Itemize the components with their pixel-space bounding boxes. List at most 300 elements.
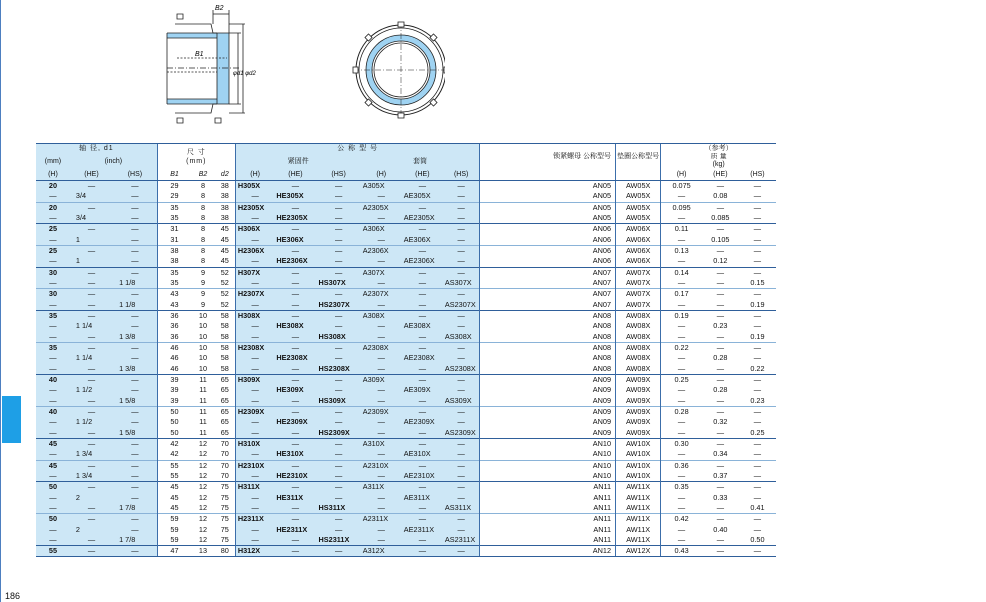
cell-dim-b2: 8 xyxy=(200,256,206,266)
cell-fastener-he: — xyxy=(274,482,316,493)
cell-fastener-hs: HS2311X xyxy=(317,535,361,546)
cell-dim-b2: 10 xyxy=(198,363,208,373)
cell-dim-b2: 9 xyxy=(191,267,215,278)
cell-lock-nut: AN11 xyxy=(480,514,616,525)
cell-shaft-hs-inch: — xyxy=(113,525,157,535)
cell-sleeve-hs: AS2309X xyxy=(443,428,480,439)
cell-mass-hs: 0.41 xyxy=(750,503,765,512)
cell-mass-hs: — xyxy=(739,374,776,385)
cell-sleeve-he: — xyxy=(402,514,443,525)
cell-dim-b1: 39 xyxy=(157,385,191,395)
cell-dim-d2: 45 xyxy=(215,245,236,256)
cell-shaft-mm: — xyxy=(36,300,70,311)
cell-fastener-he: HE305X xyxy=(274,191,316,202)
cell-shaft-hs-inch: 1 3/8 xyxy=(113,332,157,343)
cell-dim-b2: 12 xyxy=(191,460,215,471)
cell-sleeve-he: — xyxy=(402,300,443,311)
cell-mass-he: — xyxy=(716,503,725,512)
sleeve-header: 套筒 xyxy=(361,153,480,169)
cell-dim-b1: 55 xyxy=(157,460,191,471)
table-row xyxy=(36,267,776,278)
cell-lock-nut: AN11 xyxy=(480,503,616,514)
cell-mass-hs: — xyxy=(739,289,776,300)
cell-dim-b1: 29 xyxy=(157,181,191,192)
cell-lock-nut: AN08 xyxy=(480,332,616,343)
cell-shaft-mm: — xyxy=(36,364,70,375)
cell-lock-nut: AN11 xyxy=(480,493,616,503)
cell-shaft-hs-inch: — xyxy=(113,256,157,267)
table-row xyxy=(36,181,776,192)
sleeve-section-drawing xyxy=(167,10,245,123)
cell-mass-hs: — xyxy=(739,202,776,213)
cell-mass-he: — xyxy=(702,460,739,471)
table-row xyxy=(36,245,776,256)
cell-sleeve-hs: AS309X xyxy=(443,396,480,407)
col-h: (H) xyxy=(36,169,70,181)
cell-shaft-hs-inch: 1 7/8 xyxy=(113,503,157,514)
cell-dim-d2: 38 xyxy=(215,181,236,192)
cell-shaft-mm: — xyxy=(36,213,70,224)
cell-sleeve-he: AE311X xyxy=(402,493,443,503)
cell-dim-b2: 11 xyxy=(199,395,207,405)
cell-dim-d2: 58 xyxy=(220,363,229,373)
cell-dim-b2: 11 xyxy=(199,385,207,395)
cell-washer: AW11X xyxy=(616,493,661,503)
cell-sleeve-hs: — xyxy=(443,525,480,535)
cell-sleeve-he: — xyxy=(402,342,443,353)
cell-fastener-h: H310X xyxy=(235,438,274,449)
cell-fastener-he: — xyxy=(274,181,316,192)
cell-mass-he: 0.08 xyxy=(713,191,728,201)
cell-dim-d2: 52 xyxy=(215,267,236,278)
cell-shaft-he-inch: — xyxy=(70,342,113,353)
cell-sleeve-hs: AS2308X xyxy=(443,364,480,375)
cell-shaft-he-inch: 1 xyxy=(70,256,113,267)
cell-sleeve-h: — xyxy=(361,353,402,363)
cell-sleeve-hs: — xyxy=(443,438,480,449)
cell-sleeve-h: — xyxy=(361,235,402,246)
cell-fastener-hs: — xyxy=(317,321,361,331)
cell-shaft-hs-inch: — xyxy=(113,471,157,482)
cell-shaft-mm: — xyxy=(36,535,70,546)
cell-sleeve-h: — xyxy=(361,503,402,514)
cell-shaft-hs-inch: — xyxy=(113,342,157,353)
col-nut xyxy=(480,169,616,181)
table-row xyxy=(36,202,776,213)
cell-sleeve-he: — xyxy=(402,278,443,289)
cell-shaft-he-inch: — xyxy=(70,300,113,311)
reference-header: （参考） xyxy=(661,144,776,154)
cell-shaft-he-inch: 1 1/2 xyxy=(70,385,113,395)
cell-fastener-h: — xyxy=(235,493,274,503)
cell-mass-he: — xyxy=(716,395,725,405)
cell-dim-b1: 43 xyxy=(157,300,191,311)
cell-lock-nut: AN07 xyxy=(480,289,616,300)
cell-fastener-he: HE2310X xyxy=(274,471,316,482)
cell-mass-hs: — xyxy=(753,213,762,223)
cell-mass-hs: — xyxy=(739,342,776,353)
cell-mass-hs: 0.22 xyxy=(750,363,765,373)
cell-sleeve-hs: AS308X xyxy=(443,332,480,343)
cell-dim-b1: 36 xyxy=(157,332,191,343)
cell-washer: AW08X xyxy=(616,321,661,331)
cell-shaft-hs-inch: — xyxy=(113,353,157,363)
unit-mm-header: (mm) xyxy=(36,153,70,169)
cell-shaft-mm: 35 xyxy=(36,310,70,321)
cell-dim-d2: 52 xyxy=(215,289,236,300)
shaft-diameter-group-header: 轴 径, d1 xyxy=(36,144,157,154)
dimensions-title: 尺 寸 xyxy=(186,148,206,156)
cell-sleeve-he: — xyxy=(402,428,443,439)
cell-fastener-h: H2308X xyxy=(235,342,274,353)
cell-shaft-hs-inch: 1 5/8 xyxy=(113,428,157,439)
cell-shaft-he-inch: 3/4 xyxy=(70,191,113,202)
col-sleeve-h: (H) xyxy=(361,169,402,181)
cell-lock-nut: AN06 xyxy=(480,235,616,246)
cell-shaft-hs-inch: — xyxy=(113,546,157,557)
cell-fastener-hs: — xyxy=(317,438,361,449)
col-b1: B1 xyxy=(157,169,191,181)
cell-mass-he: 0.40 xyxy=(713,524,728,534)
cell-shaft-mm: 50 xyxy=(36,514,70,525)
cell-shaft-mm: 30 xyxy=(36,289,70,300)
cell-fastener-h: H2310X xyxy=(235,460,274,471)
cell-dim-b1: 50 xyxy=(157,406,191,417)
cell-sleeve-hs: AS311X xyxy=(443,503,480,514)
cell-sleeve-hs: — xyxy=(443,514,480,525)
cell-dim-b1: 47 xyxy=(157,546,191,557)
cell-dim-b2: 8 xyxy=(200,191,206,201)
cell-sleeve-he: AE2311X xyxy=(402,525,443,535)
table-row xyxy=(36,546,776,557)
cell-sleeve-he: — xyxy=(402,396,443,407)
cell-mass-he: 0.37 xyxy=(713,471,728,481)
cell-dim-b2: 11 xyxy=(199,427,207,437)
cell-fastener-h: — xyxy=(235,385,274,395)
cell-dim-b2: 12 xyxy=(198,471,208,481)
table-row xyxy=(36,406,776,417)
cell-sleeve-he: AE2309X xyxy=(402,417,443,427)
cell-dim-b2: 11 xyxy=(191,406,215,417)
cell-sleeve-h: — xyxy=(361,364,402,375)
cell-dim-d2: 65 xyxy=(220,417,229,427)
cell-shaft-hs-inch: 1 1/8 xyxy=(113,278,157,289)
cell-fastener-h: — xyxy=(235,503,274,514)
cell-fastener-h: H305X xyxy=(235,181,274,192)
cell-fastener-hs: — xyxy=(317,406,361,417)
cell-mass-h: 0.36 xyxy=(661,460,702,471)
cell-shaft-hs-inch: — xyxy=(113,310,157,321)
cell-mass-he: — xyxy=(702,289,739,300)
cell-fastener-hs: HS309X xyxy=(317,396,361,407)
cell-fastener-he: HE2311X xyxy=(274,525,316,535)
cell-mass-he: — xyxy=(702,438,739,449)
cell-shaft-he-inch: — xyxy=(70,546,113,557)
cell-washer: AW08X xyxy=(616,364,661,375)
cell-fastener-h: H306X xyxy=(235,224,274,235)
cell-dim-b1: 38 xyxy=(157,245,191,256)
cell-dim-b2: 10 xyxy=(198,353,208,363)
cell-fastener-hs: — xyxy=(317,493,361,503)
cell-sleeve-hs: — xyxy=(443,353,480,363)
cell-dim-b2: 13 xyxy=(191,546,215,557)
cell-fastener-hs: — xyxy=(317,546,361,557)
mass-unit: (kg) xyxy=(712,161,725,168)
cell-lock-nut: AN09 xyxy=(480,374,616,385)
cell-mass-he: 0.23 xyxy=(713,321,728,331)
cell-mass-he: — xyxy=(716,363,725,373)
cell-sleeve-h: — xyxy=(361,449,402,460)
cell-shaft-he-inch: — xyxy=(70,406,113,417)
cell-shaft-he-inch: — xyxy=(70,289,113,300)
cell-dim-b2: 8 xyxy=(200,213,206,223)
cell-dim-b1: 36 xyxy=(157,310,191,321)
cell-shaft-mm: — xyxy=(36,396,70,407)
cell-fastener-he: HE311X xyxy=(274,493,316,503)
cell-sleeve-hs: — xyxy=(443,460,480,471)
cell-sleeve-hs: — xyxy=(443,191,480,202)
cell-mass-he: 0.105 xyxy=(711,234,730,244)
mass-header xyxy=(661,153,776,169)
cell-shaft-hs-inch: — xyxy=(113,267,157,278)
cell-sleeve-h: — xyxy=(361,321,402,331)
cell-dim-b2: 10 xyxy=(191,310,215,321)
table-row xyxy=(36,300,776,311)
cell-fastener-he: — xyxy=(274,428,316,439)
cell-sleeve-he: — xyxy=(402,503,443,514)
cell-shaft-mm: — xyxy=(36,191,70,202)
b1-dimension-label: B1 xyxy=(195,51,204,58)
cell-shaft-mm: 25 xyxy=(36,245,70,256)
cell-washer: AW06X xyxy=(616,224,661,235)
cell-fastener-he: — xyxy=(274,202,316,213)
cell-fastener-h: — xyxy=(235,525,274,535)
cell-mass-h: 0.22 xyxy=(661,342,702,353)
cell-mass-hs: — xyxy=(739,181,776,192)
cell-mass-he: — xyxy=(716,331,725,341)
cell-dim-b2: 11 xyxy=(199,417,207,427)
table-row xyxy=(36,342,776,353)
cell-sleeve-h: — xyxy=(361,471,402,482)
cell-mass-he: 0.28 xyxy=(713,353,728,363)
cell-fastener-he: HE2308X xyxy=(274,353,316,363)
cell-sleeve-h: — xyxy=(361,300,402,311)
cell-dim-d2: 75 xyxy=(215,514,236,525)
cell-shaft-mm: — xyxy=(36,353,70,363)
cell-washer: AW06X xyxy=(616,245,661,256)
cell-mass-h: — xyxy=(661,235,702,246)
cell-shaft-he-inch: — xyxy=(70,535,113,546)
cell-mass-h: — xyxy=(661,353,702,363)
cell-mass-hs: — xyxy=(753,471,762,481)
cell-fastener-h: H308X xyxy=(235,310,274,321)
col-d2: d2 xyxy=(215,169,236,181)
cell-sleeve-hs: — xyxy=(443,374,480,385)
cell-fastener-h: — xyxy=(235,213,274,224)
cell-dim-b2: 10 xyxy=(198,321,208,331)
cell-mass-hs: 0.25 xyxy=(750,427,765,437)
cell-mass-he: — xyxy=(702,514,739,525)
cell-dim-d2: 65 xyxy=(215,374,236,385)
cell-mass-hs: — xyxy=(739,310,776,321)
cell-fastener-he: — xyxy=(274,289,316,300)
cell-mass-he: 0.33 xyxy=(713,492,728,502)
cell-shaft-mm: 20 xyxy=(36,202,70,213)
cell-dim-b1: 59 xyxy=(157,525,191,535)
cell-shaft-hs-inch: 1 5/8 xyxy=(113,396,157,407)
cell-fastener-he: — xyxy=(274,278,316,289)
table-row xyxy=(36,256,776,267)
cell-mass-he: — xyxy=(702,224,739,235)
cell-fastener-h: — xyxy=(235,417,274,427)
cell-mass-hs: — xyxy=(753,524,762,534)
cell-mass-hs: — xyxy=(739,514,776,525)
cell-dim-d2: 70 xyxy=(215,438,236,449)
cell-lock-nut: AN12 xyxy=(480,546,616,557)
cell-shaft-hs-inch: — xyxy=(113,374,157,385)
cell-shaft-mm: — xyxy=(36,385,70,395)
cell-dim-d2: 45 xyxy=(215,224,236,235)
cell-fastener-h: — xyxy=(235,449,274,460)
cell-mass-hs: — xyxy=(739,267,776,278)
cell-sleeve-he: AE310X xyxy=(402,449,443,460)
cell-shaft-he-inch: — xyxy=(70,364,113,375)
cell-fastener-hs: HS311X xyxy=(317,503,361,514)
cell-mass-hs: — xyxy=(753,385,762,395)
cell-fastener-h: — xyxy=(235,396,274,407)
cell-shaft-hs-inch: — xyxy=(113,449,157,460)
cell-shaft-he-inch: — xyxy=(70,514,113,525)
cell-sleeve-he: — xyxy=(402,364,443,375)
cell-sleeve-he: — xyxy=(402,482,443,493)
table-row xyxy=(36,503,776,514)
cell-sleeve-h: — xyxy=(361,396,402,407)
cell-mass-h: 0.35 xyxy=(661,482,702,493)
cell-fastener-hs: HS2307X xyxy=(317,300,361,311)
cell-lock-nut: AN06 xyxy=(480,245,616,256)
cell-lock-nut: AN07 xyxy=(480,278,616,289)
cell-fastener-hs: — xyxy=(317,224,361,235)
cell-shaft-he-inch: 1 3/4 xyxy=(70,471,113,482)
cell-fastener-he: — xyxy=(274,438,316,449)
table-row xyxy=(36,514,776,525)
cell-sleeve-hs: — xyxy=(443,256,480,267)
cell-fastener-hs: HS307X xyxy=(317,278,361,289)
cell-dim-b1: 39 xyxy=(157,374,191,385)
cell-mass-he: — xyxy=(702,267,739,278)
cell-washer: AW08X xyxy=(616,310,661,321)
cell-shaft-he-inch: 1 3/4 xyxy=(70,449,113,460)
cell-lock-nut: AN06 xyxy=(480,224,616,235)
cell-fastener-h: H311X xyxy=(235,482,274,493)
mass-title: 质 量 xyxy=(710,153,727,160)
cell-fastener-he: — xyxy=(274,460,316,471)
cell-sleeve-h: A306X xyxy=(361,224,402,235)
cell-dim-b2: 9 xyxy=(200,299,206,309)
unit-inch-header: (inch) xyxy=(70,153,157,169)
cell-mass-he: — xyxy=(702,406,739,417)
cell-mass-he: 0.34 xyxy=(713,449,728,459)
cell-dim-b1: 42 xyxy=(157,438,191,449)
cell-mass-he: — xyxy=(716,534,725,544)
cell-sleeve-h: — xyxy=(361,278,402,289)
cell-sleeve-he: — xyxy=(402,289,443,300)
col-b2: B2 xyxy=(191,169,215,181)
cell-dim-b1: 55 xyxy=(157,471,191,482)
cell-fastener-h: H2305X xyxy=(235,202,274,213)
cell-shaft-he-inch: 1 1/4 xyxy=(70,321,113,331)
cell-sleeve-h: — xyxy=(361,525,402,535)
col-fastener-hs: (HS) xyxy=(317,169,361,181)
cell-sleeve-h: — xyxy=(361,191,402,202)
cell-dim-b1: 46 xyxy=(157,342,191,353)
cell-mass-h: — xyxy=(661,535,702,546)
cell-sleeve-h: A312X xyxy=(361,546,402,557)
cell-shaft-hs-inch: — xyxy=(113,213,157,224)
cell-dim-b2: 12 xyxy=(191,482,215,493)
cell-dim-d2: 70 xyxy=(215,460,236,471)
cell-dim-b1: 59 xyxy=(157,535,191,546)
cell-shaft-mm: — xyxy=(36,493,70,503)
cell-mass-h: 0.13 xyxy=(661,245,702,256)
table-row xyxy=(36,493,776,503)
cell-mass-hs: — xyxy=(739,224,776,235)
cell-shaft-he-inch: — xyxy=(70,310,113,321)
col-mass-he: (HE) xyxy=(702,169,739,181)
table-row xyxy=(36,374,776,385)
cell-mass-h: 0.30 xyxy=(661,438,702,449)
cell-fastener-h: — xyxy=(235,278,274,289)
cell-fastener-hs: — xyxy=(317,417,361,427)
cell-mass-h: — xyxy=(661,364,702,375)
cell-fastener-hs: — xyxy=(317,235,361,246)
cell-mass-he: — xyxy=(702,202,739,213)
cell-lock-nut: AN09 xyxy=(480,385,616,395)
cell-sleeve-hs: — xyxy=(443,321,480,331)
cell-mass-hs: — xyxy=(739,460,776,471)
cell-lock-nut: AN08 xyxy=(480,364,616,375)
model-group-header: 公 称 型 号 xyxy=(235,144,480,154)
cell-dim-b2: 10 xyxy=(191,342,215,353)
cell-dim-b1: 38 xyxy=(157,256,191,267)
cell-washer: AW11X xyxy=(616,525,661,535)
cell-washer: AW11X xyxy=(616,482,661,493)
table-row xyxy=(36,535,776,546)
cell-shaft-mm: 55 xyxy=(36,546,70,557)
cell-shaft-he-inch: 1 1/2 xyxy=(70,417,113,427)
cell-mass-h: 0.19 xyxy=(661,310,702,321)
cell-lock-nut: AN05 xyxy=(480,213,616,224)
cell-dim-b1: 59 xyxy=(157,514,191,525)
cell-dim-d2: 65 xyxy=(215,406,236,417)
cell-dim-d2: 38 xyxy=(215,202,236,213)
cell-fastener-he: — xyxy=(274,300,316,311)
cell-dim-b2: 12 xyxy=(198,492,208,502)
cell-fastener-hs: — xyxy=(317,267,361,278)
cell-washer: AW09X xyxy=(616,417,661,427)
cell-shaft-hs-inch: — xyxy=(113,438,157,449)
cell-sleeve-h: — xyxy=(361,213,402,224)
cell-sleeve-hs: — xyxy=(443,406,480,417)
cell-mass-he: 0.28 xyxy=(713,385,728,395)
cell-mass-hs: — xyxy=(753,234,762,244)
cell-washer: AW09X xyxy=(616,385,661,395)
cell-sleeve-h: A2309X xyxy=(361,406,402,417)
cell-fastener-he: HE2309X xyxy=(274,417,316,427)
cell-shaft-mm: — xyxy=(36,321,70,331)
cell-fastener-he: — xyxy=(274,374,316,385)
cell-fastener-hs: — xyxy=(317,460,361,471)
